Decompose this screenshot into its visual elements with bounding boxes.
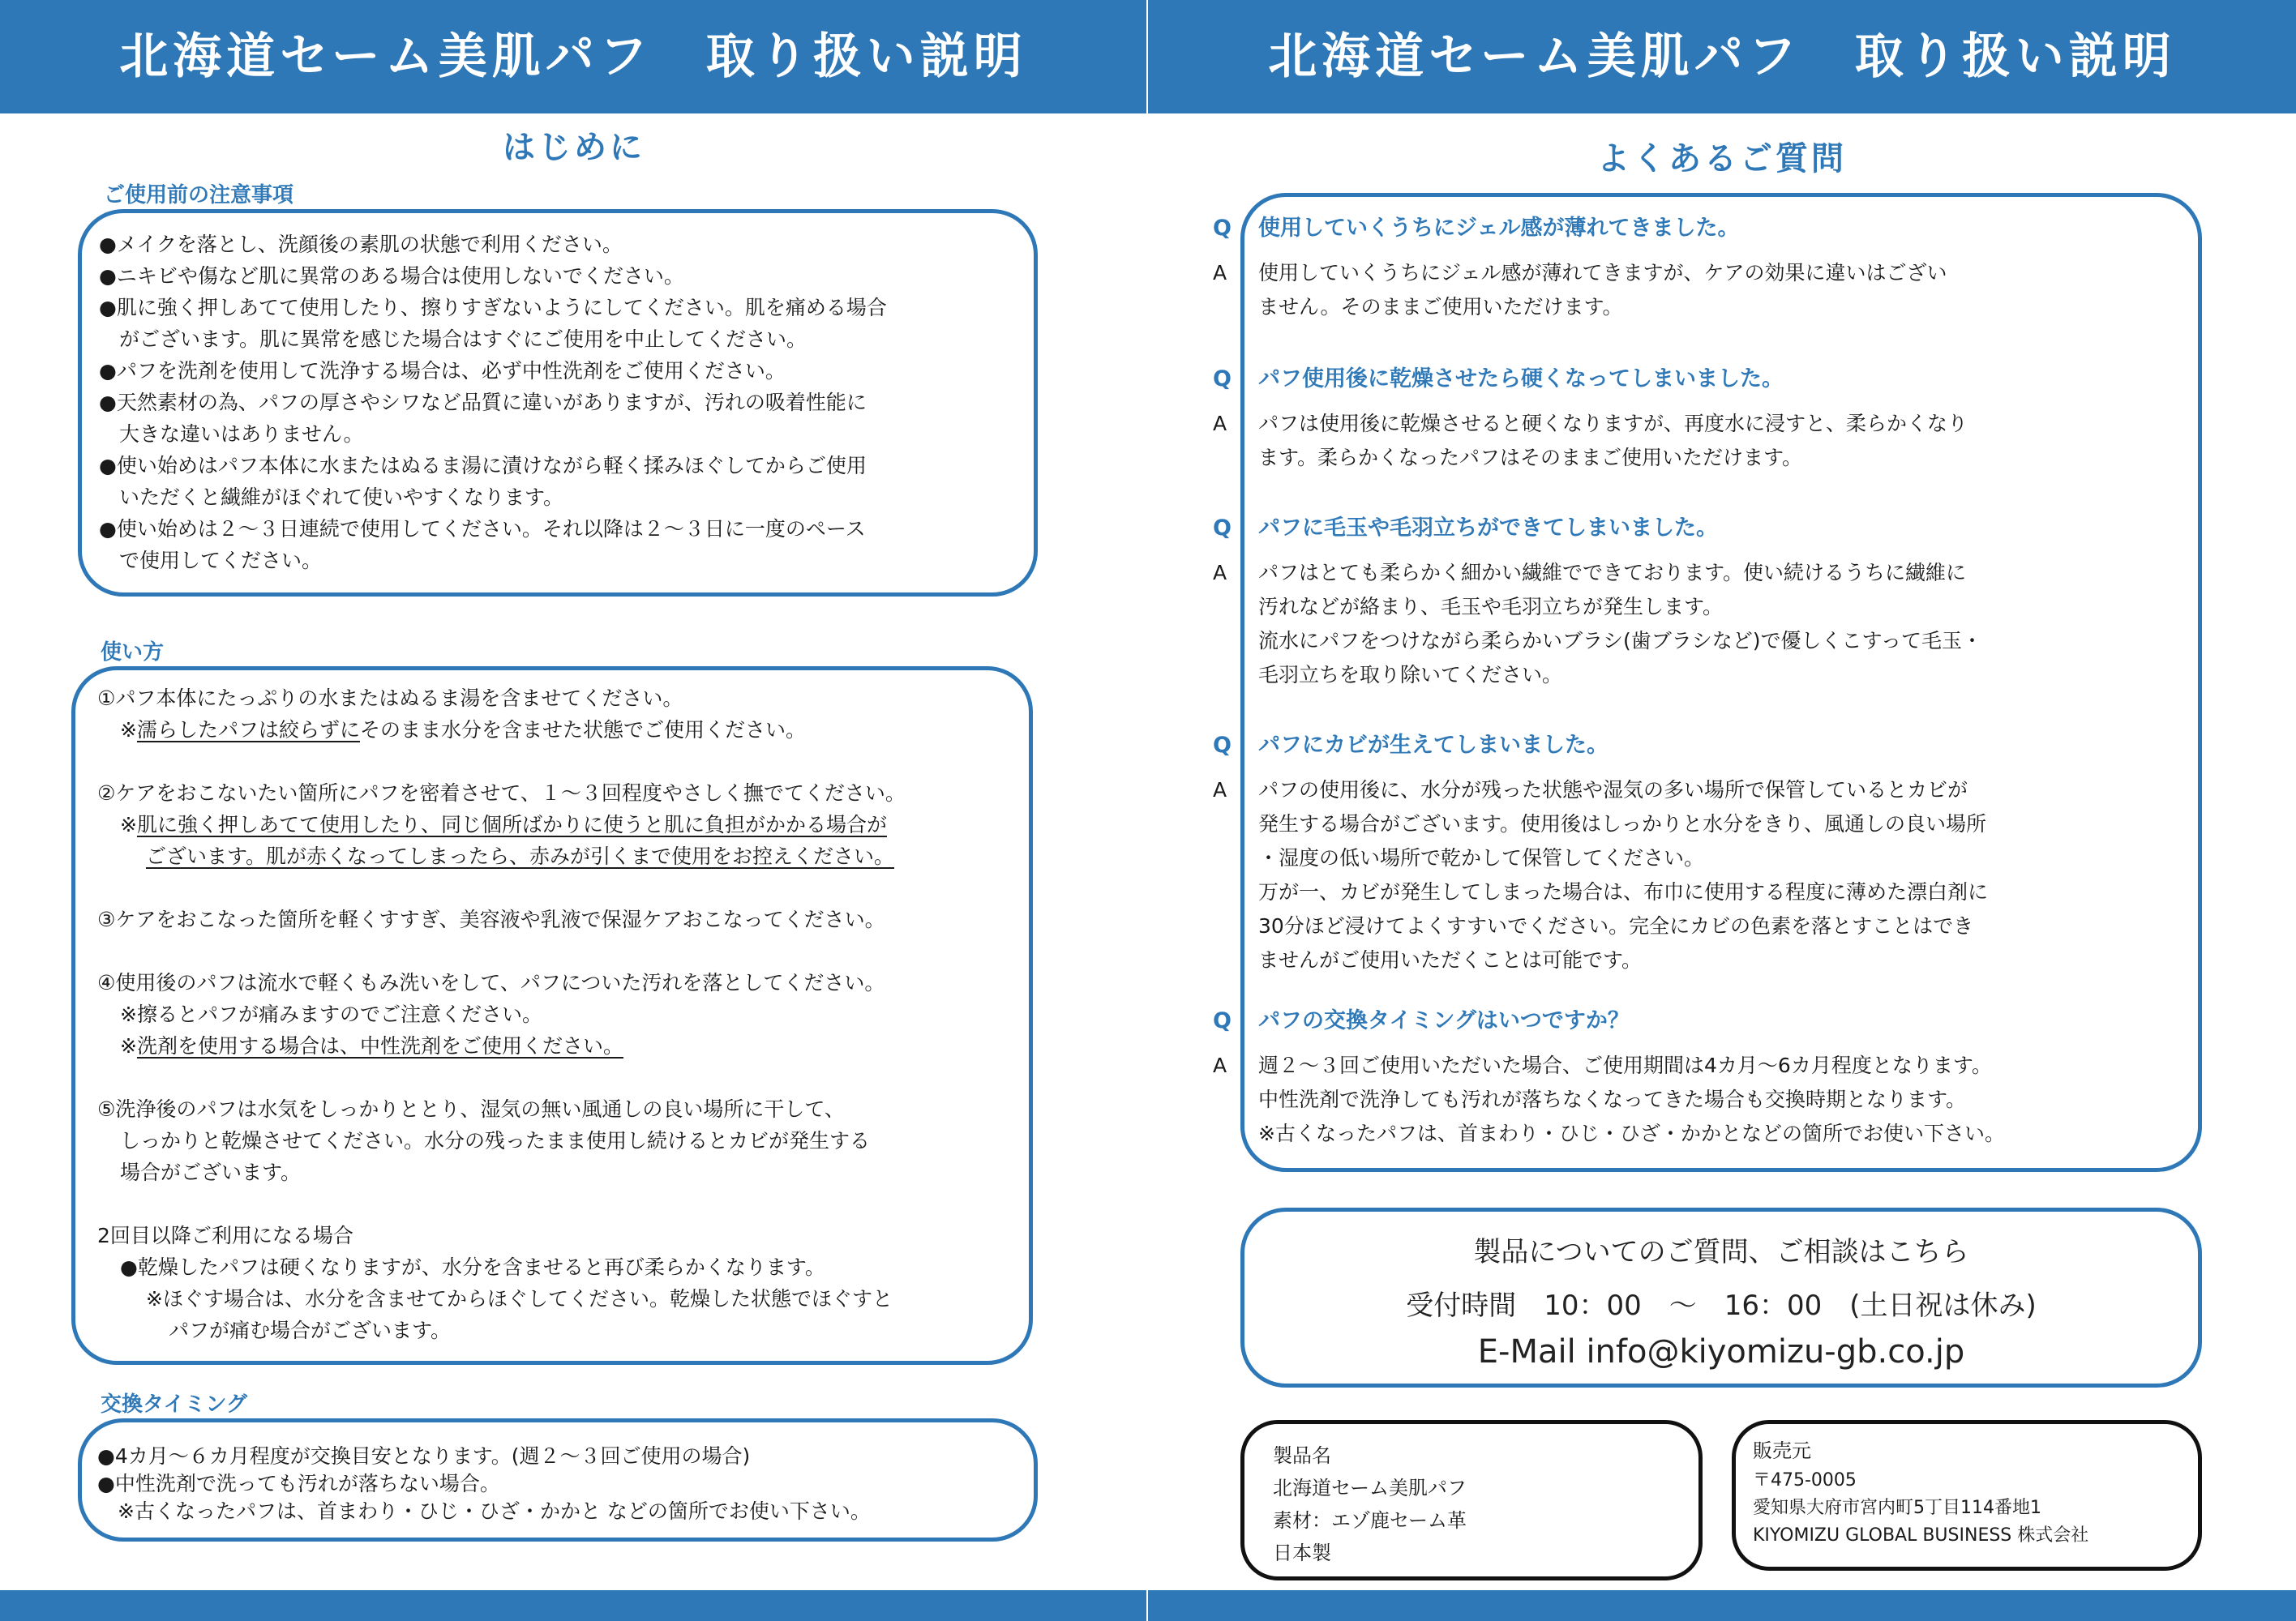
faq-answer xyxy=(1213,256,2267,324)
faq-title: よくあるご質問 xyxy=(1597,140,1847,177)
question-text: 使用していくうちにジェル感が薄れてきました。 xyxy=(1258,216,1740,241)
answer-line: ません。そのままご使用いただけます。 xyxy=(1258,295,1623,319)
replacement-line: ※古くなったパフは、首まわり・ひじ・ひざ・かかと などの箇所でお使い下さい。 xyxy=(97,1499,871,1523)
contact-box xyxy=(1240,1208,2202,1388)
usage-step-3: ③ケアをおこなった箇所を軽くすすぎ、美容液や乳液で保湿ケアおこなってください。 xyxy=(97,908,885,931)
usage-step-5: ⑤洗浄後のパフは水気をしっかりととり、湿気の無い風通しの良い場所に干して、 xyxy=(97,1097,845,1121)
note-mark: ※ xyxy=(120,813,137,836)
contact-heading: 製品についてのご質問、ご相談はこちら xyxy=(1473,1236,1969,1268)
seller-address: 愛知県大府市宮内町5丁目114番地1 xyxy=(1753,1498,2041,1518)
usage-step-5-cont: 場合がございます。 xyxy=(120,1161,302,1184)
faq-item xyxy=(1213,729,2267,977)
contact-hours: 受付時間 10：00 〜 16：00 (土日祝は休み) xyxy=(1406,1290,2037,1322)
contact-email[interactable]: E-Mail info@kiyomizu-gb.co.jp xyxy=(1477,1333,1965,1371)
answer-line: 毛羽立ちを取り除いてください。 xyxy=(1258,663,1563,686)
a-mark: A xyxy=(1213,778,1227,802)
faq-question xyxy=(1213,512,2267,545)
seller-company: KIYOMIZU GLOBAL BUSINESS 株式会社 xyxy=(1753,1525,2089,1546)
right-header-title: 北海道セーム美肌パフ 取り扱い説明 xyxy=(1148,0,2296,113)
replacement-label: 交換タイミング xyxy=(101,1392,247,1417)
answer-line xyxy=(1213,773,2267,807)
answer-line: 30分ほど浸けてよくすすいでください。完全にカビの色素を落とすことはでき xyxy=(1258,914,1974,938)
answer-line: 流水にパフをつけながら柔らかいブラシ(歯ブラシなど)で優しくこすって毛玉・ xyxy=(1258,629,1983,652)
faq-answer xyxy=(1213,1049,2267,1151)
q-mark: Q xyxy=(1213,366,1232,391)
usage-step-2: ②ケアをおこないたい箇所にパフを密着させて、１〜３回程度やさしく撫でてください。 xyxy=(97,781,906,805)
second-time-note: ※ほぐす場合は、水分を含ませてからほぐしてください。乾燥した状態でほぐすと xyxy=(146,1287,893,1311)
second-time-note-cont: パフが痛む場合がございます。 xyxy=(169,1319,452,1342)
answer-text: パフはとても柔らかく細かい繊維でできております。使い続けるうちに繊維に xyxy=(1258,561,1967,584)
faq-answer xyxy=(1213,556,2267,692)
left-header-title: 北海道セーム美肌パフ 取り扱い説明 xyxy=(0,0,1148,113)
faq-item xyxy=(1213,512,2267,692)
faq-item xyxy=(1213,212,2267,324)
intro-title: はじめに xyxy=(503,129,645,166)
answer-line: 万が一、カビが発生してしまった場合は、布巾に使用する程度に薄めた漂白剤に xyxy=(1258,880,1989,904)
precaution-line: いただくと繊維がほぐれて使いやすくなります。 xyxy=(99,485,564,509)
left-footer-bar xyxy=(0,1590,1148,1621)
usage-steps xyxy=(97,682,906,1346)
q-mark: Q xyxy=(1213,1008,1232,1033)
question-text: パフ使用後に乾燥させたら硬くなってしまいました。 xyxy=(1258,366,1784,391)
replacement-list xyxy=(97,1443,871,1525)
usage-step-4-note-2 xyxy=(97,1030,906,1062)
usage-step-4-note-1: ※擦るとパフが痛みますのでご注意ください。 xyxy=(120,1003,542,1026)
usage-step-4: ④使用後のパフは流水で軽くもみ洗いをして、パフについた汚れを落としてください。 xyxy=(97,971,885,994)
precaution-line: ●メイクを落とし、洗顔後の素肌の状態で利用ください。 xyxy=(99,233,623,256)
replacement-line: ●4カ月〜６カ月程度が交換目安となります。(週２〜３回ご使用の場合) xyxy=(97,1444,751,1468)
usage-step-2-note-cont xyxy=(97,840,906,872)
precautions-label: ご使用前の注意事項 xyxy=(104,183,294,207)
usage-label: 使い方 xyxy=(101,640,165,665)
answer-text: パフは使用後に乾燥させると硬くなりますが、再度水に浸すと、柔らかくなり xyxy=(1258,412,1968,435)
answer-text: パフの使用後に、水分が残った状態や湿気の多い場所で保管しているとカビが xyxy=(1258,778,1968,802)
precaution-line: がございます。肌に異常を感じた場合はすぐにご使用を中止してください。 xyxy=(99,327,807,351)
answer-line: ・湿度の低い場所で乾かして保管してください。 xyxy=(1258,846,1705,870)
answer-line: 中性洗剤で洗浄しても汚れが落ちなくなってきた場合も交換時期となります。 xyxy=(1258,1088,1967,1111)
faq-question xyxy=(1213,212,2267,245)
product-material: 素材：エゾ鹿セーム革 xyxy=(1273,1509,1467,1532)
answer-line: ※古くなったパフは、首まわり・ひじ・ひざ・かかとなどの箇所でお使い下さい。 xyxy=(1258,1122,2005,1145)
seller-info xyxy=(1753,1435,2088,1550)
question-text: パフにカビが生えてしまいました。 xyxy=(1258,733,1608,758)
a-mark: A xyxy=(1213,561,1227,584)
precaution-line: 大きな違いはありません。 xyxy=(99,422,364,446)
replacement-line: ●中性洗剤で洗っても汚れが落ちない場合。 xyxy=(97,1472,500,1495)
faq-item xyxy=(1213,363,2267,475)
answer-line xyxy=(1213,1049,2267,1083)
precaution-line: ●使い始めはパフ本体に水またはぬるま湯に漬けながら軽く揉みほぐしてからご使用 xyxy=(99,454,867,477)
a-mark: A xyxy=(1213,1054,1227,1077)
underlined-text: ございます。肌が赤くなってしまったら、赤みが引くまで使用をお控えください。 xyxy=(146,845,895,868)
precaution-line: で使用してください。 xyxy=(99,549,323,572)
second-time-title: 2回目以降ご利用になる場合 xyxy=(97,1224,353,1247)
precaution-line: ●肌に強く押しあてて使用したり、擦りすぎないようにしてください。肌を痛める場合 xyxy=(99,296,887,319)
note-mark: ※ xyxy=(120,1034,137,1058)
seller-label: 販売元 xyxy=(1753,1439,1811,1462)
seller-postal: 〒475-0005 xyxy=(1753,1470,1857,1491)
q-mark: Q xyxy=(1213,216,1232,241)
answer-text: 使用していくうちにジェル感が薄れてきますが、ケアの効果に違いはござい xyxy=(1258,261,1947,284)
answer-text: 週２〜３回ご使用いただいた場合、ご使用期間は4カ月〜6カ月程度となります。 xyxy=(1258,1054,1992,1077)
second-time-line: ●乾燥したパフは硬くなりますが、水分を含ませると再び柔らかくなります。 xyxy=(120,1255,825,1279)
answer-line xyxy=(1213,256,2267,290)
faq-question xyxy=(1213,363,2267,396)
question-text: パフに毛玉や毛羽立ちができてしまいました。 xyxy=(1258,515,1718,541)
right-footer-bar xyxy=(1148,1590,2296,1621)
faq-item xyxy=(1213,1005,2267,1151)
usage-step-5-cont: しっかりと乾燥させてください。水分の残ったまま使用し続けるとカビが発生する xyxy=(120,1129,871,1153)
answer-line xyxy=(1213,407,2267,441)
product-info xyxy=(1273,1439,1467,1569)
product-origin: 日本製 xyxy=(1273,1542,1331,1564)
answer-line: ます。柔らかくなったパフはそのままご使用いただけます。 xyxy=(1258,446,1803,469)
note-mark: ※ xyxy=(120,718,137,742)
faq-question xyxy=(1213,1005,2267,1037)
underlined-text: 濡らしたパフは絞らずに xyxy=(136,718,360,742)
a-mark: A xyxy=(1213,412,1227,435)
product-label: 製品名 xyxy=(1273,1444,1331,1467)
precaution-line: ●ニキビや傷など肌に異常のある場合は使用しないでください。 xyxy=(99,264,684,288)
underlined-text: 肌に強く押しあてて使用したり、同じ個所ばかりに使うと肌に負担がかかる場合が xyxy=(136,813,887,836)
answer-line xyxy=(1213,556,2267,590)
usage-step-2-note xyxy=(97,809,906,840)
usage-step-1: ①パフ本体にたっぷりの水またはぬるま湯を含ませてください。 xyxy=(97,686,683,710)
q-mark: Q xyxy=(1213,515,1232,541)
precautions-list xyxy=(99,229,887,576)
usage-step-1-note xyxy=(97,714,906,746)
faq-answer xyxy=(1213,773,2267,977)
right-page xyxy=(1148,0,2296,1621)
precaution-line: ●使い始めは２〜３日連続で使用してください。それ以降は２〜３日に一度のペース xyxy=(99,517,866,541)
q-mark: Q xyxy=(1213,733,1232,758)
faq-question xyxy=(1213,729,2267,762)
faq-answer xyxy=(1213,407,2267,475)
precaution-line: ●天然素材の為、パフの厚さやシワなど品質に違いがありますが、汚れの吸着性能に xyxy=(99,391,867,414)
product-name: 北海道セーム美肌パフ xyxy=(1273,1477,1467,1499)
underlined-text: 洗剤を使用する場合は、中性洗剤をご使用ください。 xyxy=(136,1034,623,1058)
answer-line: ませんがご使用いただくことは可能です。 xyxy=(1258,948,1643,972)
answer-line: 汚れなどが絡まり、毛玉や毛羽立ちが発生します。 xyxy=(1258,595,1724,618)
question-text: パフの交換タイミングはいつですか？ xyxy=(1258,1008,1630,1033)
a-mark: A xyxy=(1213,261,1227,284)
answer-line: 発生する場合がございます。使用後はしっかりと水分をきり、風通しの良い場所 xyxy=(1258,812,1987,836)
note-text: そのまま水分を含ませた状態でご使用ください。 xyxy=(359,718,806,742)
precaution-line: ●パフを洗剤を使用して洗浄する場合は、必ず中性洗剤をご使用ください。 xyxy=(99,359,786,383)
